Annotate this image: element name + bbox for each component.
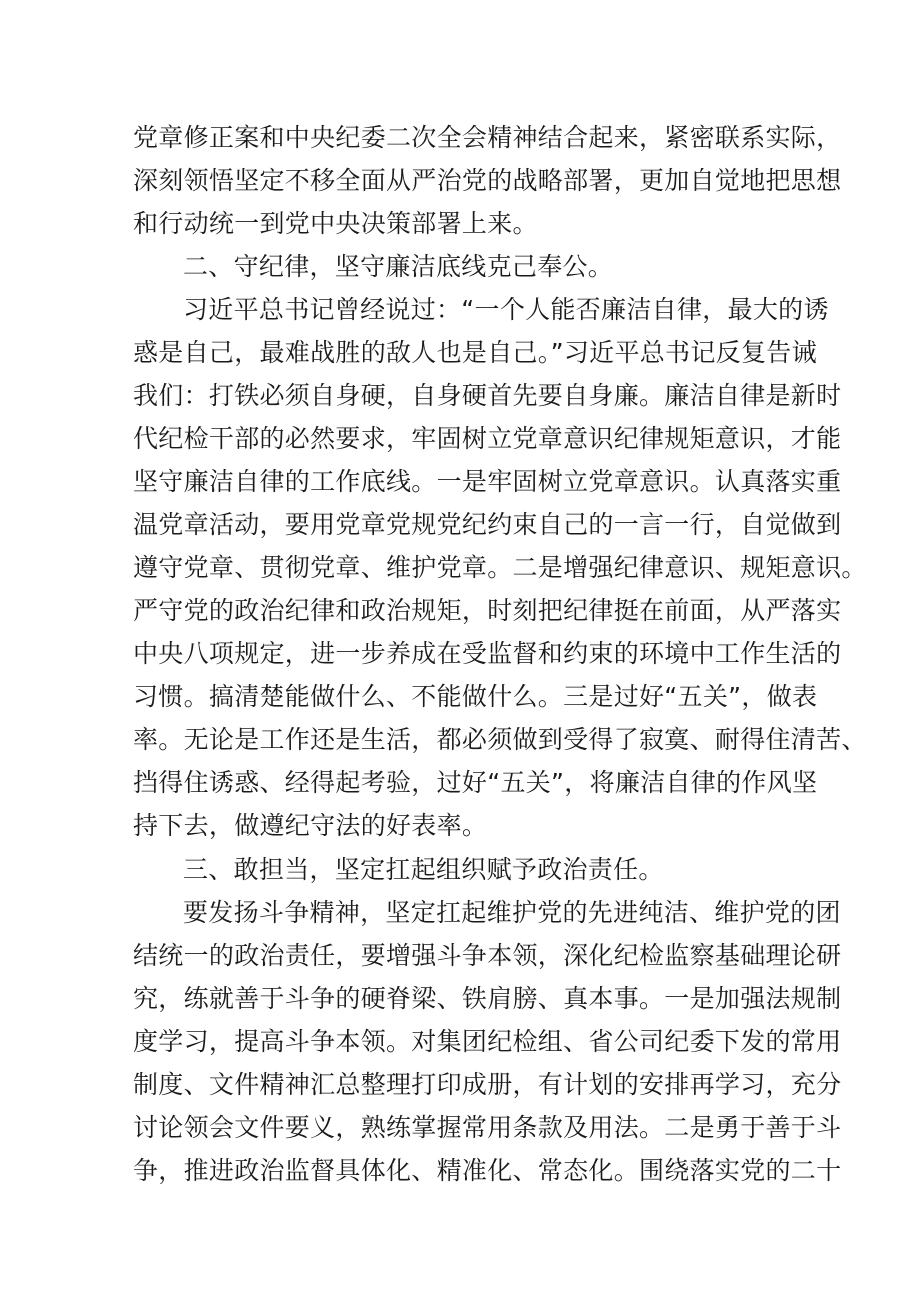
- text-line: 挡得住诱惑、经得起考验，过好“五关”，将廉洁自律的作风坚: [133, 768, 818, 797]
- text-line: 率。无论是工作还是生活，都必须做到受得了寂寞、耐得住清苦、: [133, 725, 867, 754]
- text-line: 持下去，做遵纪守法的好表率。: [133, 811, 488, 840]
- section-heading: 二、守纪律，坚守廉洁底线克己奉公。: [183, 252, 614, 281]
- text-line: 和行动统一到党中央决策部署上来。: [133, 209, 538, 238]
- text-line: 深刻领悟坚定不移全面从严治党的战略部署，更加自觉地把思想: [133, 166, 842, 195]
- text-line: 我们：打铁必须自身硬，自身硬首先要自身廉。廉洁自律是新时: [133, 381, 842, 410]
- text-line: 党章修正案和中央纪委二次全会精神结合起来，紧密联系实际，: [133, 123, 842, 152]
- text-line: 制度、文件精神汇总整理打印成册，有计划的安排再学习，充分: [133, 1070, 842, 1099]
- text-line: 遵守党章、贯彻党章、维护党章。二是增强纪律意识、规矩意识。: [133, 553, 867, 582]
- text-line: 中央八项规定，进一步养成在受监督和约束的环境中工作生活的: [133, 639, 842, 668]
- text-line: 严守党的政治纪律和政治规矩，时刻把纪律挺在前面，从严落实: [133, 596, 842, 625]
- text-line: 讨论领会文件要义，熟练掌握常用条款及用法。二是勇于善于斗: [133, 1113, 842, 1142]
- text-line: 要发扬斗争精神，坚定扛起维护党的先进纯洁、维护党的团: [183, 898, 841, 927]
- text-line: 习惯。搞清楚能做什么、不能做什么。三是过好“五关”，做表: [133, 682, 818, 711]
- text-line: 坚守廉洁自律的工作底线。一是牢固树立党章意识。认真落实重: [133, 467, 842, 496]
- text-line: 争，推进政治监督具体化、精准化、常态化。围绕落实党的二十: [133, 1156, 842, 1185]
- text-line: 究，练就善于斗争的硬脊梁、铁肩膀、真本事。一是加强法规制: [133, 984, 842, 1013]
- text-line: 度学习，提高斗争本领。对集团纪检组、省公司纪委下发的常用: [133, 1027, 842, 1056]
- text-line: 结统一的政治责任，要增强斗争本领，深化纪检监察基础理论研: [133, 941, 842, 970]
- text-line: 习近平总书记曾经说过：“一个人能否廉洁自律，最大的诱: [183, 295, 829, 324]
- section-heading: 三、敢担当，坚定扛起组织赋予政治责任。: [183, 855, 664, 884]
- text-line: 温党章活动，要用党章党规党纪约束自己的一言一行，自觉做到: [133, 510, 842, 539]
- text-line: 代纪检干部的必然要求，牢固树立党章意识纪律规矩意识，才能: [133, 424, 842, 453]
- text-line: 惑是自己，最难战胜的敌人也是自己。”习近平总书记反复告诫: [133, 338, 817, 367]
